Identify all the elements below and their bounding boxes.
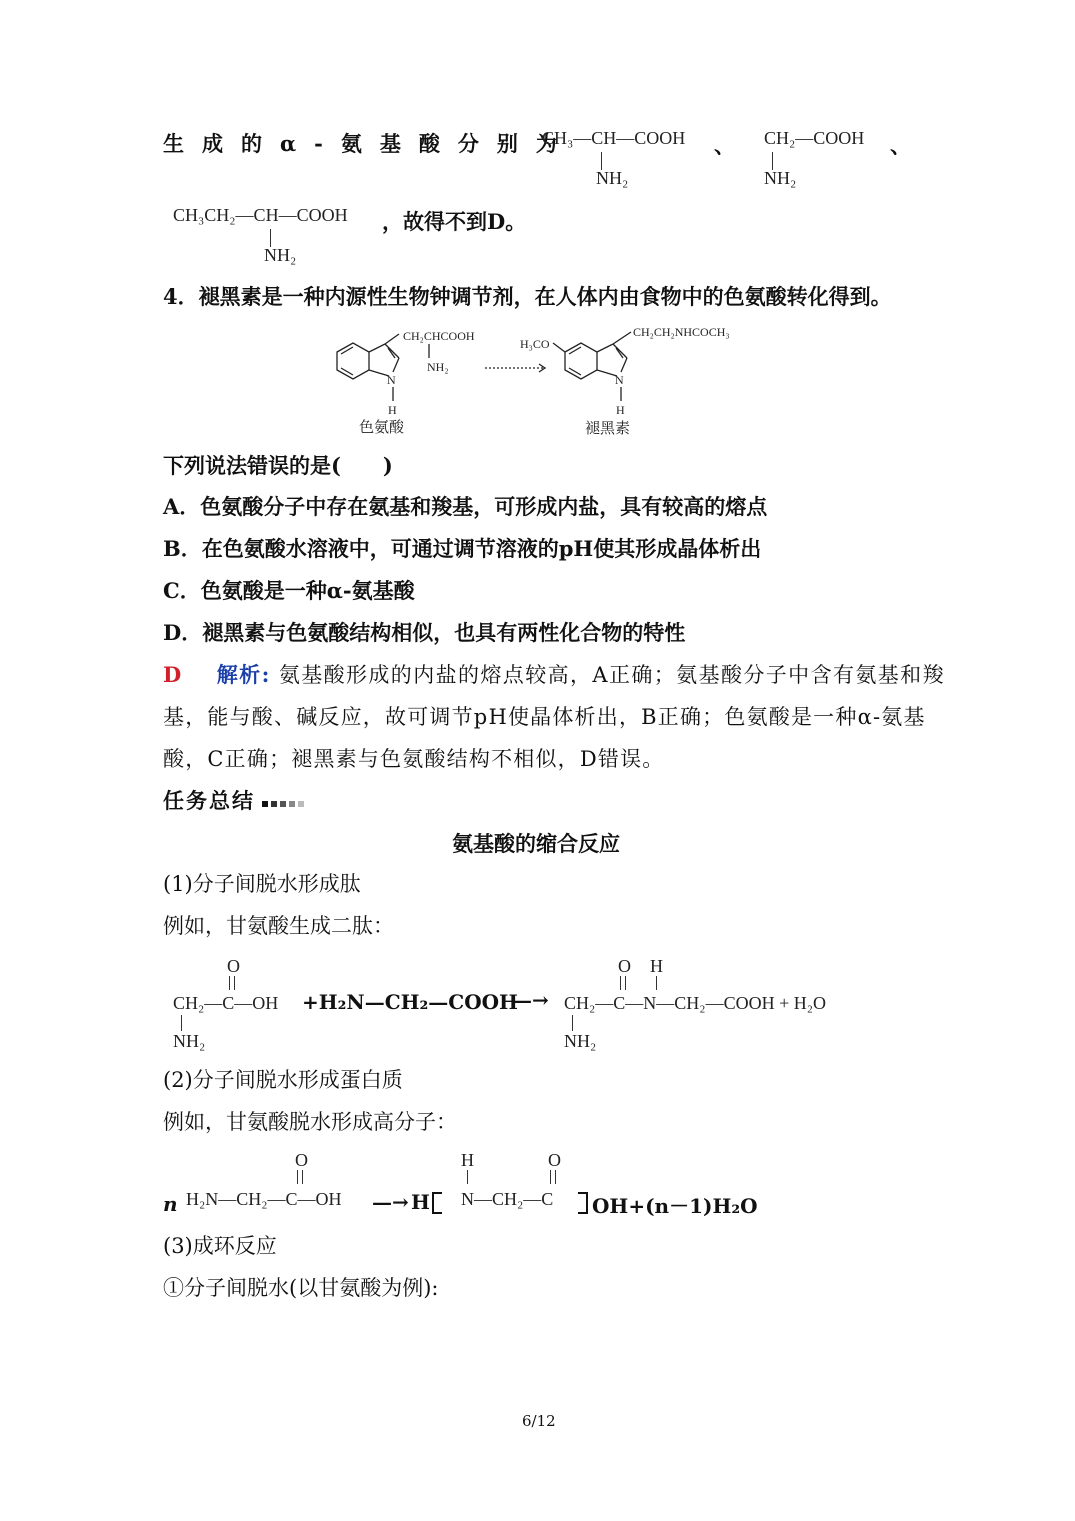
mel-label: 褪黑素 bbox=[585, 421, 631, 437]
sep-1: 、 bbox=[714, 133, 735, 158]
answer-line-3: 酸，C正确；褪黑素与色氨酸结构不相似，D错误。 bbox=[163, 747, 665, 771]
formula-glycine bbox=[764, 128, 864, 149]
summary-heading bbox=[163, 787, 322, 817]
eq2-h: H bbox=[461, 1150, 474, 1170]
summary-s3-1: ①分子间脱水(以甘氨酸为例): bbox=[163, 1276, 439, 1300]
intro-tail: ，故得不到D。 bbox=[382, 209, 527, 234]
eq2-right-post: OH+(n－1)H₂O bbox=[592, 1194, 758, 1218]
answer-letter: D bbox=[163, 662, 183, 687]
summary-s1: (1)分子间脱水形成肽 bbox=[163, 872, 361, 896]
option-c: C．色氨酸是一种α-氨基酸 bbox=[163, 578, 415, 603]
page-number: 6/12 bbox=[522, 1412, 556, 1430]
eq2-left: H₂N—CH₂—C—OH bbox=[186, 1189, 342, 1209]
tryptophan-melatonin-figure bbox=[325, 318, 745, 440]
answer-text-1: 氨基酸形成的内盐的熔点较高，A正确；氨基酸分子中含有氨基和羧 bbox=[278, 663, 945, 687]
mel-n: N bbox=[615, 373, 624, 387]
eq1-arrow: —→ bbox=[512, 988, 549, 1012]
eq1-right: CH₂—C—N—CH₂—COOH + H₂O bbox=[564, 993, 826, 1013]
mel-h3co: H₃CO bbox=[520, 337, 550, 351]
formula-alanine bbox=[542, 128, 685, 149]
summary-s2-example: 例如，甘氨酸脱水形成高分子： bbox=[163, 1110, 457, 1134]
eq1-o-left: O bbox=[227, 956, 240, 976]
formula-alanine-nh2: NH₂ bbox=[596, 168, 629, 188]
question-prompt: 下列说法错误的是( ) bbox=[163, 453, 393, 478]
trp-n: N bbox=[387, 373, 396, 387]
summary-s2: (2)分子间脱水形成蛋白质 bbox=[163, 1068, 403, 1092]
eq2-n: n bbox=[163, 1192, 178, 1216]
eq1-plus: +H₂N—CH₂—COOH bbox=[302, 990, 518, 1014]
formula-alanine-main: CH₃—CH—COOH bbox=[542, 128, 686, 148]
heading-squares-icon bbox=[262, 789, 322, 817]
eq1-left-nh2: NH₂ bbox=[173, 1031, 206, 1051]
mel-chain: CH₂CH₂NHCOCH₃ bbox=[633, 325, 730, 339]
formula-glycine-main: CH₂—COOH bbox=[764, 128, 865, 148]
trp-label: 色氨酸 bbox=[359, 420, 405, 436]
eq2-arrow: —→ bbox=[372, 1190, 409, 1214]
answer-label: 解析: bbox=[216, 662, 271, 687]
eq2-right-pre: H bbox=[411, 1190, 430, 1214]
formula-aminobutyric bbox=[173, 205, 348, 226]
mel-h: H bbox=[616, 403, 625, 417]
summary-title: 氨基酸的缩合反应 bbox=[452, 831, 620, 856]
formula-glycine-nh2: NH₂ bbox=[764, 168, 797, 188]
trp-chain: CH₂CHCOOH bbox=[403, 329, 475, 343]
formula-aminobutyric-main: CH₃CH₂—CH—COOH bbox=[173, 205, 348, 225]
summary-heading-text: 任务总结 bbox=[163, 788, 255, 813]
answer-line-2: 基，能与酸、碱反应，故可调节pH使晶体析出，B正确；色氨酸是一种α-氨基 bbox=[163, 705, 926, 729]
bracket-left-icon bbox=[432, 1192, 442, 1214]
eq2-o-right: O bbox=[548, 1150, 561, 1170]
eq1-o-right: O bbox=[618, 956, 631, 976]
intro-lead bbox=[163, 130, 575, 158]
formula-aminobutyric-nh2: NH₂ bbox=[264, 245, 297, 265]
summary-s3: (3)成环反应 bbox=[163, 1234, 277, 1258]
summary-s1-example: 例如，甘氨酸生成二肽： bbox=[163, 914, 394, 938]
question-stem: 4．褪黑素是一种内源性生物钟调节剂，在人体内由食物中的色氨酸转化得到。 bbox=[163, 284, 892, 309]
intro-lead-text: 生成的α-氨基酸分别为 bbox=[163, 131, 575, 156]
eq1-h-right: H bbox=[650, 956, 663, 976]
trp-nh2: NH₂ bbox=[427, 360, 449, 374]
trp-h: H bbox=[388, 403, 397, 417]
option-d: D．褪黑素与色氨酸结构相似，也具有两性化合物的特性 bbox=[163, 620, 686, 645]
eq2-o-left: O bbox=[295, 1150, 308, 1170]
sep-2: 、 bbox=[890, 133, 911, 158]
bracket-right-icon bbox=[578, 1192, 588, 1214]
eq1-right-nh2: NH₂ bbox=[564, 1031, 597, 1051]
option-a: A．色氨酸分子中存在氨基和羧基，可形成内盐，具有较高的熔点 bbox=[163, 494, 768, 519]
eq2-right-mid: N—CH₂—C bbox=[461, 1189, 554, 1209]
eq1-left: CH₂—C—OH bbox=[173, 993, 279, 1013]
option-b: B．在色氨酸水溶液中，可通过调节溶液的pH使其形成晶体析出 bbox=[163, 536, 762, 561]
answer-line-1 bbox=[163, 661, 945, 689]
